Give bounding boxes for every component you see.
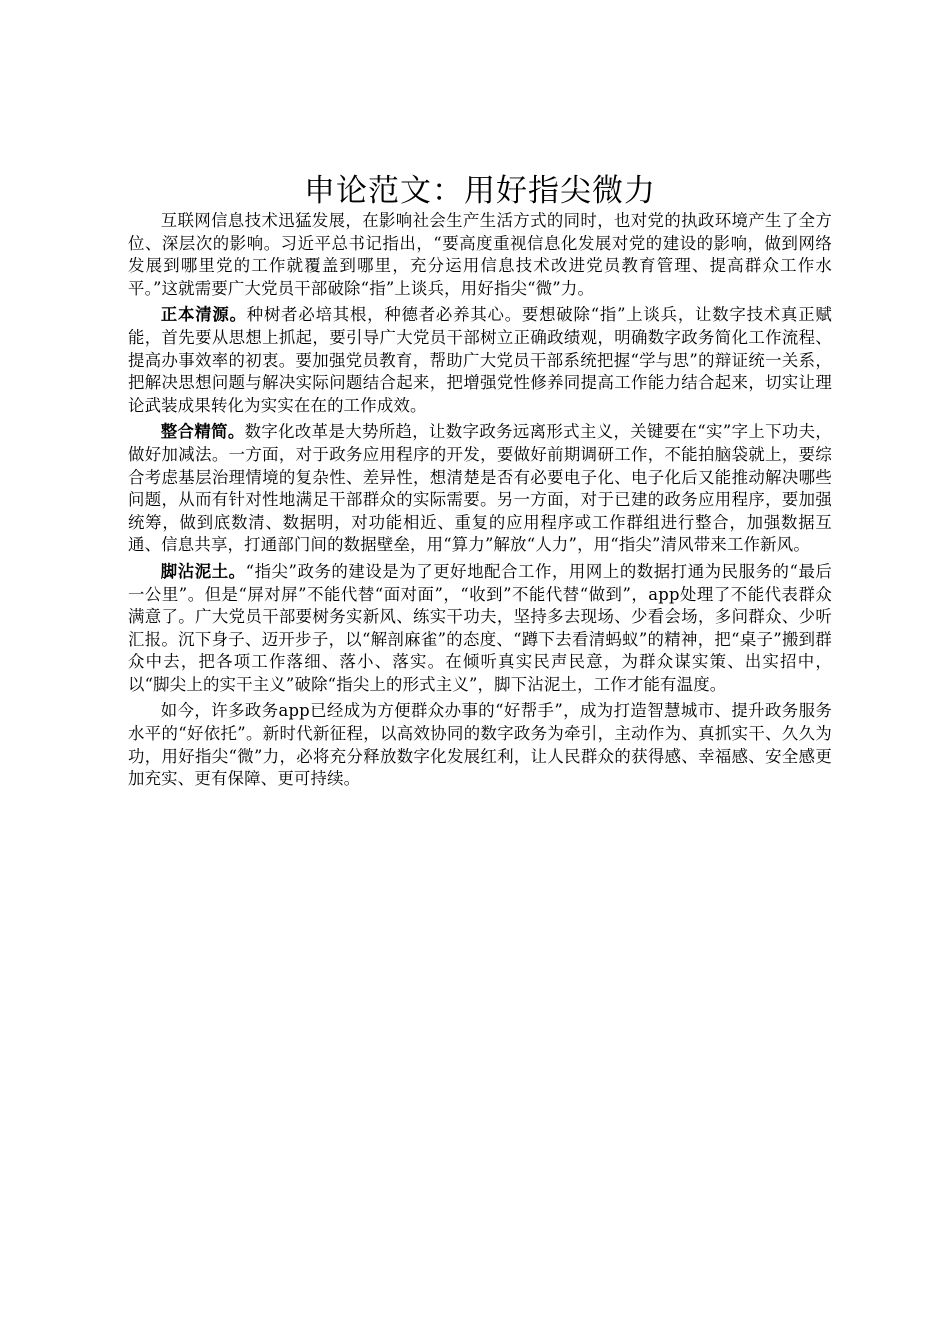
section-2-heading: 整合精简。 [160,422,245,442]
paragraph-conclusion [128,700,832,790]
section-3-heading: 脚沾泥土。 [160,561,246,581]
section-3-text: “指尖”政务的建设是为了更好地配合工作，用网上的数据打通为民服务的“最后一公里”。但是“屏对屏”不能代替“面对面”，“收到”不能代替“做到”，app处理了不能代表群众满意了。广大党员干部要树务实新风、练实干功夫，坚持多去现场、少看会场，多问群众、少听汇报。沉下身子、迈开步子，以“解剖麻雀”的态度、“蹲下去看清蚂蚁”的精神，把“桌子”搬到群众中去，把各项工作落细、落小、落实。在倾听真实民声民意，为群众谋实策、出实招中，以“脚尖上的实干主义”破除“指尖上的形式主义”，脚下沾泥土，工作才能有温度。 [128,561,833,694]
document-page [128,172,832,795]
paragraph-section-2 [128,421,832,557]
section-1-text: 种树者必培其根，种德者必养其心。要想破除“指”上谈兵，让数字技术真正赋能，首先要从思想上抓起，要引导广大党员干部树立正确政绩观，明确数字政务简化工作流程、提高办事效率的初衷。要加强党员教育，帮助广大党员干部系统把握“学与思”的辩证统一关系，把解决思想问题与解决实际问题结合起来，把增强党性修养同提高工作能力结合起来，切实让理论武装成果转化为实实在在的工作成效。 [128,305,832,415]
paragraph-conclusion-text: 如今，许多政务app已经成为方便群众办事的“好帮手”，成为打造智慧城市、提升政务服务水平的“好依托”。新时代新征程，以高效协同的数字政务为牵引，主动作为、真抓实干、久久为功，用好指尖“微”力，必将充分释放数字化发展红利，让人民群众的获得感、幸福感、安全感更加充实、更有保障、更可持续。 [128,701,832,789]
section-2-text: 数字化改革是大势所趋，让数字政务远离形式主义，关键要在“实”字上下功夫，做好加减法。一方面，对于政务应用程序的开发，要做好前期调研工作，不能拍脑袋就上，要综合考虑基层治理情境的复杂性、差异性，想清楚是否有必要电子化、电子化后又能推动解决哪些问题，从而有针对性地满足干部群众的实际需要。另一方面，对于已建的政务应用程序，要加强统筹，做到底数清、数据明，对功能相近、重复的应用程序或工作群组进行整合，加强数据互通、信息共享，打通部门间的数据壁垒，用“算力”解放“人力”，用“指尖”清风带来工作新风。 [128,422,832,555]
section-1-heading: 正本清源。 [160,305,247,325]
paragraph-intro [128,210,832,300]
paragraph-section-3 [128,561,832,697]
paragraph-intro-text: 互联网信息技术迅猛发展，在影响社会生产生活方式的同时，也对党的执政环境产生了全方位、深层次的影响。习近平总书记指出，“要高度重视信息化发展对党的建设的影响，做到网络发展到哪里党的工作就覆盖到哪里，充分运用信息技术改进党员教育管理、提高群众工作水平。”这就需要广大党员干部破除“指”上谈兵，用好指尖“微”力。 [128,211,832,298]
document-title: 申论范文：用好指尖微力 [304,173,656,209]
paragraph-section-1 [128,304,832,417]
